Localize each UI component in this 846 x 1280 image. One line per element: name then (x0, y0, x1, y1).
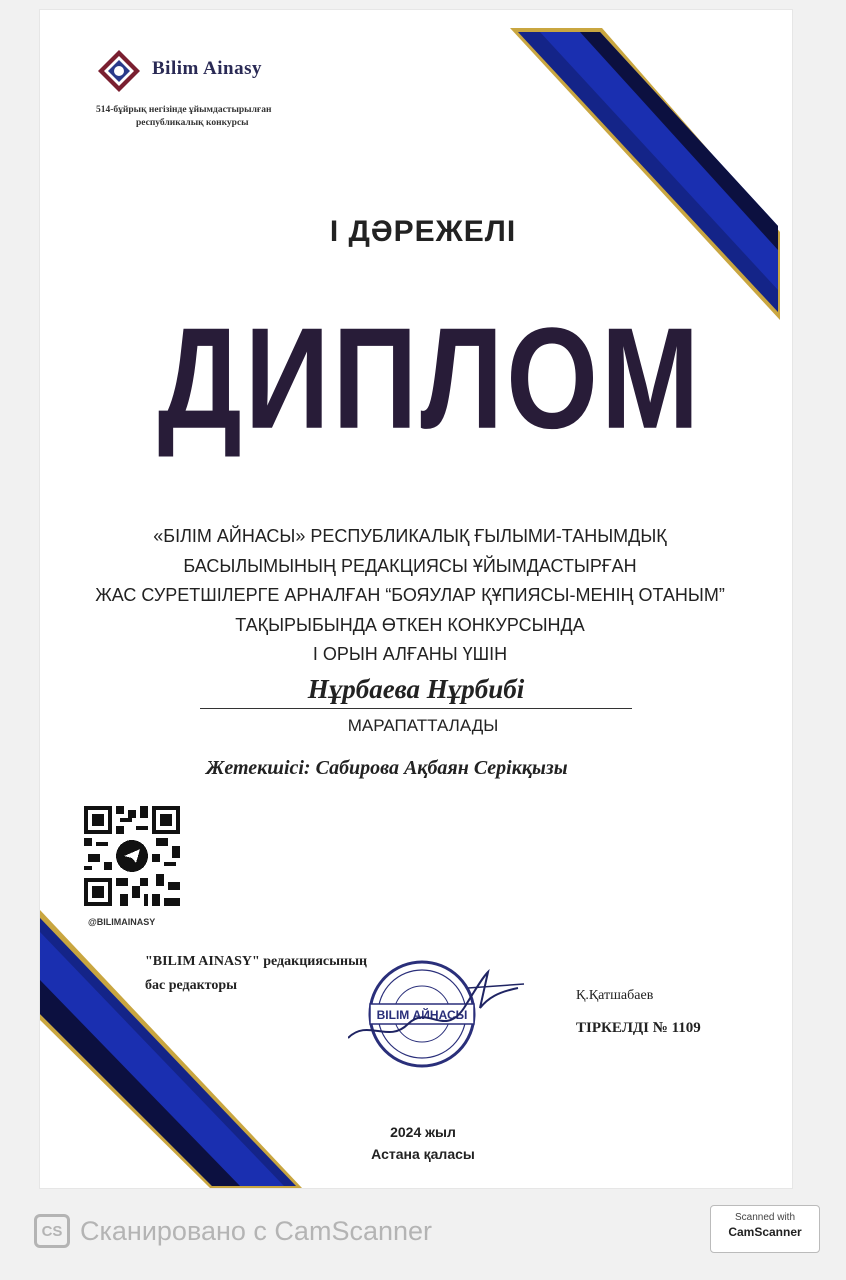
editor-title-line2: бас редакторы (145, 978, 238, 993)
brand-name: Bilim Ainasy (152, 58, 262, 79)
editor-title-line1: "BILIM AINASY" редакциясының (145, 954, 368, 969)
registration-number: ТІРКЕЛДІ № 1109 (576, 1020, 701, 1036)
diploma-sheet (40, 10, 792, 1188)
diploma-title: ДИПЛОМ (157, 298, 703, 460)
award-line-4: ТАҚЫРЫБЫНДА ӨТКЕН КОНКУРСЫНДА (235, 614, 585, 635)
signer-name: Қ.Қатшабаев (576, 988, 654, 1003)
issue-year: 2024 жыл (390, 1124, 456, 1140)
brand-logo (96, 40, 336, 100)
camscanner-logo-icon: CS (34, 1214, 70, 1248)
award-line-1: «БІЛІМ АЙНАСЫ» РЕСПУБЛИКАЛЫҚ ҒЫЛЫМИ-ТАНЫМДЫҚ (153, 526, 667, 546)
issue-city: Астана қаласы (371, 1146, 475, 1162)
scanner-badge-line1: Scanned with (734, 1212, 796, 1223)
scanner-watermark (34, 1214, 432, 1248)
qr-code-icon (84, 806, 180, 906)
official-stamp-icon (348, 948, 526, 1080)
scanner-badge-line2: CamScanner (728, 1225, 802, 1239)
name-underline (200, 708, 632, 709)
social-handle: @BILIMAINASY (88, 917, 156, 927)
award-line-5: І ОРЫН АЛҒАНЫ ҮШІН (312, 644, 508, 664)
awarded-label: МАРАПАТТАЛАДЫ (347, 716, 499, 735)
award-line-2: БАСЫЛЫМЫНЫҢ РЕДАКЦИЯСЫ ҰЙЫМДАСТЫРҒАН (183, 555, 637, 576)
award-line-3: ЖАС СУРЕТШІЛЕРГЕ АРНАЛҒАН “БОЯУЛАР ҚҰПИЯСЫ-МЕНІҢ ОТАНЫМ” (95, 585, 725, 605)
scanner-badge (710, 1205, 820, 1253)
brand-subtitle-line2: республикалық конкурсы (136, 118, 249, 128)
recipient-name: Нұрбаева Нұрбибі (307, 674, 525, 704)
brand-subtitle (96, 104, 356, 130)
brand-subtitle-line1: 514-бұйрық негізінде ұйымдастырылған (96, 105, 272, 115)
brand-mark-icon (96, 48, 142, 94)
scanner-watermark-text: Сканировано с CamScanner (80, 1215, 433, 1246)
stamp-text: BILIM АЙНАСЫ (376, 1008, 468, 1022)
degree-heading: І ДӘРЕЖЕЛІ (329, 215, 517, 248)
award-statement (40, 522, 780, 670)
supervisor-line: Жетекшісі: Сабирова Ақбаян Серікқызы (206, 757, 568, 779)
